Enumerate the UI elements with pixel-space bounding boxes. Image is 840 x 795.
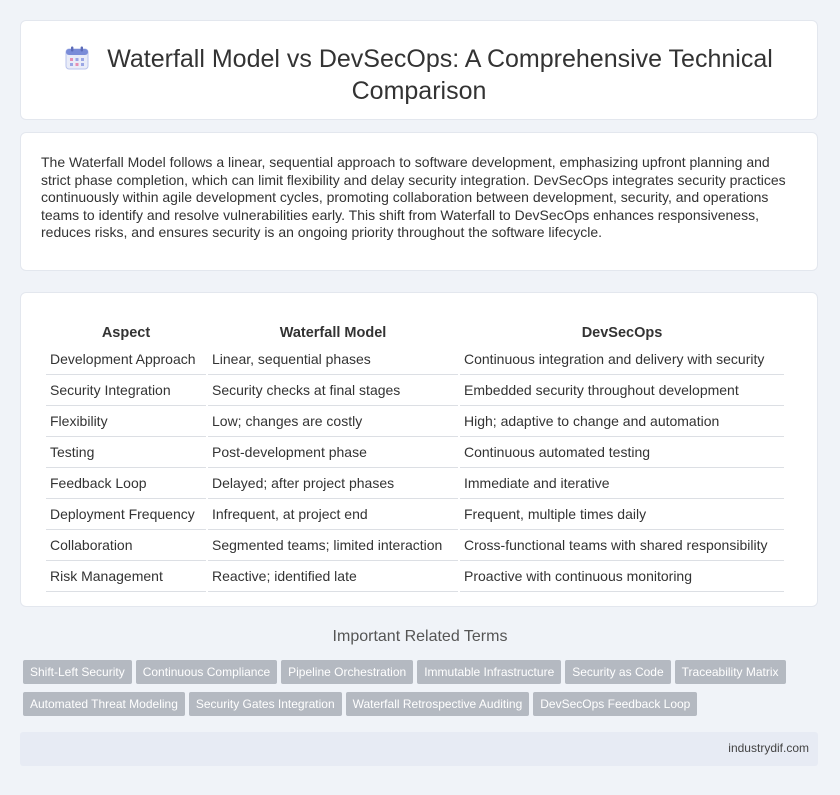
cell-devsecops: Cross-functional teams with shared responsibility — [460, 530, 784, 561]
cell-devsecops: Continuous automated testing — [460, 437, 784, 468]
intro-card — [20, 132, 818, 271]
table-row — [46, 468, 784, 499]
header-aspect: Aspect — [101, 325, 151, 341]
calendar-icon — [65, 46, 89, 77]
footer-site-link[interactable]: industrydif.com — [728, 741, 809, 755]
cell-devsecops: High; adaptive to change and automation — [460, 406, 784, 437]
related-term-tag[interactable]: DevSecOps Feedback Loop — [533, 692, 697, 716]
comparison-card — [20, 292, 818, 607]
cell-aspect: Security Integration — [46, 375, 206, 406]
related-term-tag[interactable]: Security as Code — [565, 660, 670, 684]
cell-waterfall: Linear, sequential phases — [208, 344, 458, 375]
cell-waterfall: Segmented teams; limited interaction — [208, 530, 458, 561]
related-term-tag[interactable]: Pipeline Orchestration — [281, 660, 413, 684]
related-terms-heading: Important Related Terms — [332, 628, 508, 645]
table-row — [46, 344, 784, 375]
cell-waterfall: Security checks at final stages — [208, 375, 458, 406]
cell-devsecops: Embedded security throughout development — [460, 375, 784, 406]
related-term-tag[interactable]: Immutable Infrastructure — [417, 660, 561, 684]
cell-aspect: Deployment Frequency — [46, 499, 206, 530]
cell-waterfall: Infrequent, at project end — [208, 499, 458, 530]
cell-aspect: Risk Management — [46, 561, 206, 592]
cell-devsecops: Continuous integration and delivery with security — [460, 344, 784, 375]
related-term-tag[interactable]: Security Gates Integration — [189, 692, 342, 716]
cell-waterfall: Reactive; identified late — [208, 561, 458, 592]
cell-aspect: Development Approach — [46, 344, 206, 375]
cell-aspect: Feedback Loop — [46, 468, 206, 499]
title-line-1: Waterfall Model vs DevSecOps: A Comprehensive Technical — [107, 45, 773, 73]
page-title — [21, 45, 817, 106]
cell-aspect: Flexibility — [46, 406, 206, 437]
related-term-tag[interactable]: Automated Threat Modeling — [23, 692, 185, 716]
cell-aspect: Collaboration — [46, 530, 206, 561]
cell-devsecops: Immediate and iterative — [460, 468, 784, 499]
table-header-row — [46, 315, 784, 344]
table-row — [46, 375, 784, 406]
comparison-table — [44, 315, 786, 592]
header-devsecops: DevSecOps — [581, 325, 663, 341]
cell-waterfall: Delayed; after project phases — [208, 468, 458, 499]
related-term-tag[interactable]: Traceability Matrix — [675, 660, 786, 684]
cell-waterfall: Low; changes are costly — [208, 406, 458, 437]
cell-waterfall: Post-development phase — [208, 437, 458, 468]
table-row — [46, 406, 784, 437]
related-term-tag[interactable]: Waterfall Retrospective Auditing — [346, 692, 530, 716]
table-row — [46, 561, 784, 592]
title-card — [20, 20, 818, 120]
table-row — [46, 437, 784, 468]
related-term-tag[interactable]: Shift-Left Security — [23, 660, 132, 684]
cell-devsecops: Frequent, multiple times daily — [460, 499, 784, 530]
cell-aspect: Testing — [46, 437, 206, 468]
footer — [20, 732, 818, 766]
related-term-tag[interactable]: Continuous Compliance — [136, 660, 277, 684]
related-terms-list — [23, 660, 823, 724]
table-row — [46, 530, 784, 561]
cell-devsecops: Proactive with continuous monitoring — [460, 561, 784, 592]
header-waterfall: Waterfall Model — [279, 325, 387, 341]
intro-paragraph: The Waterfall Model follows a linear, sequential approach to software development, emphasizing upfront planning and strict phase completion, which can limit flexibility and delay security integration. DevSecOps integrates security practices continuously within agile development cycles, promoting collaboration between development, security, and operations teams to identify and resolve vulnerabilities early. This shift from Waterfall to DevSecOps enhances responsiveness, reduces risks, and ensures security is an ongoing priority throughout the software lifecycle. — [41, 154, 786, 241]
title-line-2: Comparison — [351, 77, 487, 105]
table-row — [46, 499, 784, 530]
